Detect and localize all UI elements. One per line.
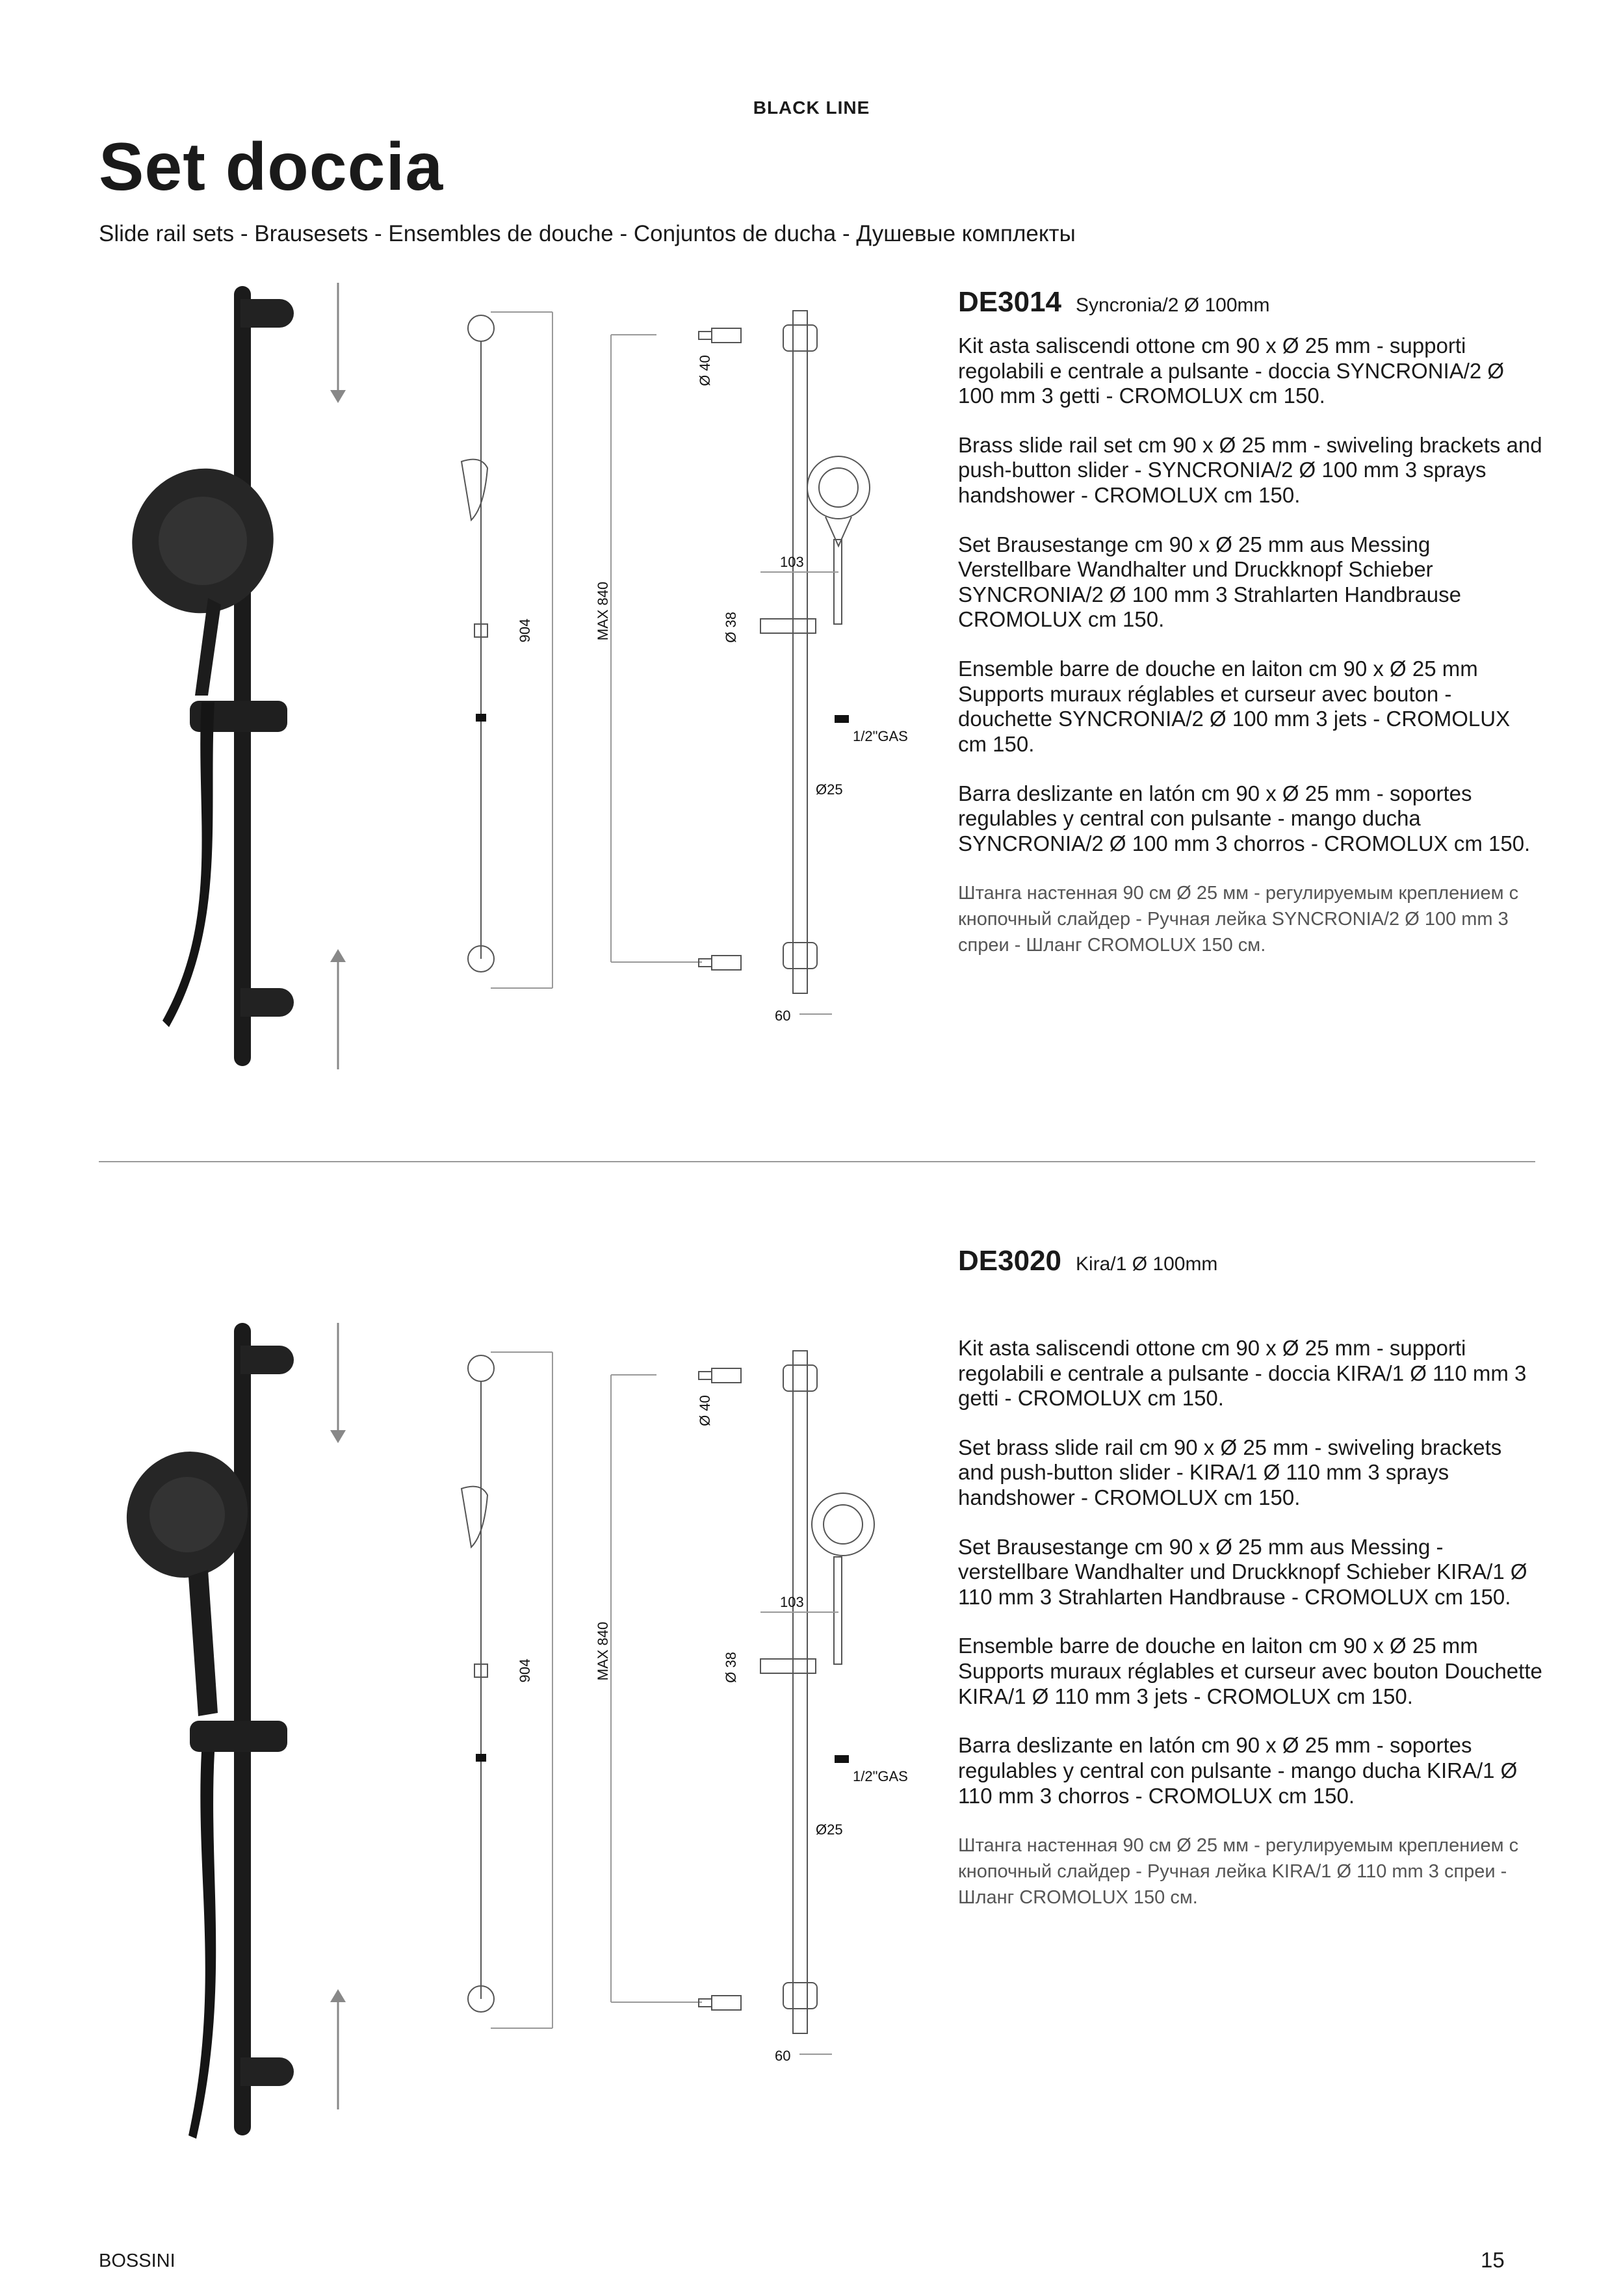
- description-de: Set Brausestange cm 90 x Ø 25 mm aus Messing Verstellbare Wandhalter und Druckknopf Schieber SYNCRONIA/2 Ø 100 mm 3 Strahlarten Handbrause CROMOLUX cm 150.: [958, 532, 1462, 632]
- dimension-103: 103: [780, 554, 804, 570]
- description-it: Kit asta saliscendi ottone cm 90 x Ø 25 mm - supporti regolabili e centrale a pulsante - doccia SYNCRONIA/2 Ø 100 mm 3 getti - CROMOLUX cm 150.: [958, 333, 1505, 408]
- page-title: Set doccia: [99, 129, 444, 205]
- description-ru: Штанга настенная 90 см Ø 25 мм - регулируемым креплением с кнопочный слайдер - Ручная лейка KIRA/1 Ø 110 mm 3 спреи - Шланг CROMOLUX 150 см.: [958, 1835, 1519, 1909]
- dimension-max: MAX 840: [595, 1621, 611, 1681]
- description-ru: Штанга настенная 90 см Ø 25 мм - регулируемым креплением с кнопочный слайдер - Ручная лейка SYNCRONIA/2 Ø 100 mm 3 спреи - Шланг CROMOLUX 150 см.: [958, 883, 1519, 956]
- description-fr: Ensemble barre de douche en laiton cm 90 x Ø 25 mm Supports muraux réglables et curseur avec bouton - douchette SYNCRONIA/2 Ø 100 mm 3 jets - CROMOLUX cm 150.: [958, 657, 1511, 756]
- dimension-diameter-38: Ø 38: [723, 1652, 739, 1683]
- description-it: Kit asta saliscendi ottone cm 90 x Ø 25 mm - supporti regolabili e centrale a pulsante - doccia KIRA/1 Ø 110 mm 3 getti - CROMOLUX cm 150.: [958, 1336, 1527, 1411]
- dimension-904: 904: [517, 1658, 533, 1683]
- technical-drawing: [455, 1339, 908, 2080]
- description-en: Set brass slide rail cm 90 x Ø 25 mm - swiveling brackets and push-button slider - KIRA/1 Ø 110 mm 3 sprays handshower - CROMOLUX cm 150.: [958, 1435, 1502, 1510]
- section-kicker: BLACK LINE: [753, 98, 870, 118]
- dimension-max: MAX 840: [595, 581, 611, 641]
- section-divider: [99, 1161, 1535, 1162]
- arrow-icon: [325, 280, 351, 1099]
- dimension-60: 60: [775, 2048, 791, 2064]
- dimension-diameter-38: Ø 38: [723, 612, 739, 643]
- product-code: DE3014: [958, 286, 1062, 318]
- description-es: Barra deslizante en latón cm 90 x Ø 25 mm - soportes regulables y central con pulsante - mango ducha SYNCRONIA/2 Ø 100 mm 3 chorros - CROMOLUX cm 150.: [958, 781, 1531, 855]
- dimension-diameter-40: Ø 40: [697, 355, 713, 386]
- dimension-904: 904: [517, 618, 533, 643]
- footer-brand: BOSSINI: [99, 2250, 175, 2271]
- dimension-diameter-40: Ø 40: [697, 1395, 713, 1426]
- arrow-icon: [325, 1320, 351, 2139]
- product-header: [958, 1245, 1543, 1277]
- page-subtitle: Slide rail sets - Brausesets - Ensembles de douche - Conjuntos de ducha - Душевые комплекты: [99, 221, 1076, 246]
- dimension-gas: 1/2"GAS: [853, 728, 908, 744]
- product-model: Kira/1 Ø 100mm: [1076, 1253, 1218, 1275]
- technical-drawing: [455, 299, 908, 1040]
- description-fr: Ensemble barre de douche en laiton cm 90 x Ø 25 mm Supports muraux réglables et curseur avec bouton Douchette KIRA/1 Ø 110 mm 3 jets - CROMOLUX cm 150.: [958, 1634, 1542, 1708]
- product-description: [958, 333, 1543, 982]
- description-es: Barra deslizante en latón cm 90 x Ø 25 mm - soportes regulables y central con pulsante - mango ducha KIRA/1 Ø 110 mm 3 chorros - CROMOLUX cm 150.: [958, 1733, 1518, 1808]
- dimension-103: 103: [780, 1594, 804, 1610]
- dimension-diameter-25: Ø25: [816, 1821, 843, 1838]
- dimension-60: 60: [775, 1008, 791, 1024]
- product-model: Syncronia/2 Ø 100mm: [1076, 294, 1270, 316]
- product-header: [958, 286, 1543, 319]
- description-en: Brass slide rail set cm 90 x Ø 25 mm - swiveling brackets and push-button slider - SYNCRONIA/2 Ø 100 mm 3 sprays handshower - CROMOLUX cm 150.: [958, 432, 1542, 508]
- page-number: 15: [1481, 2248, 1505, 2272]
- description-de: Set Brausestange cm 90 x Ø 25 mm aus Messing - verstellbare Wandhalter und Druckknopf Schieber KIRA/1 Ø 110 mm 3 Strahlarten Handbrause - CROMOLUX cm 150.: [958, 1534, 1527, 1609]
- product-code: DE3020: [958, 1245, 1062, 1277]
- dimension-gas: 1/2"GAS: [853, 1768, 908, 1784]
- dimension-diameter-25: Ø25: [816, 781, 843, 798]
- product-description: [958, 1336, 1543, 1935]
